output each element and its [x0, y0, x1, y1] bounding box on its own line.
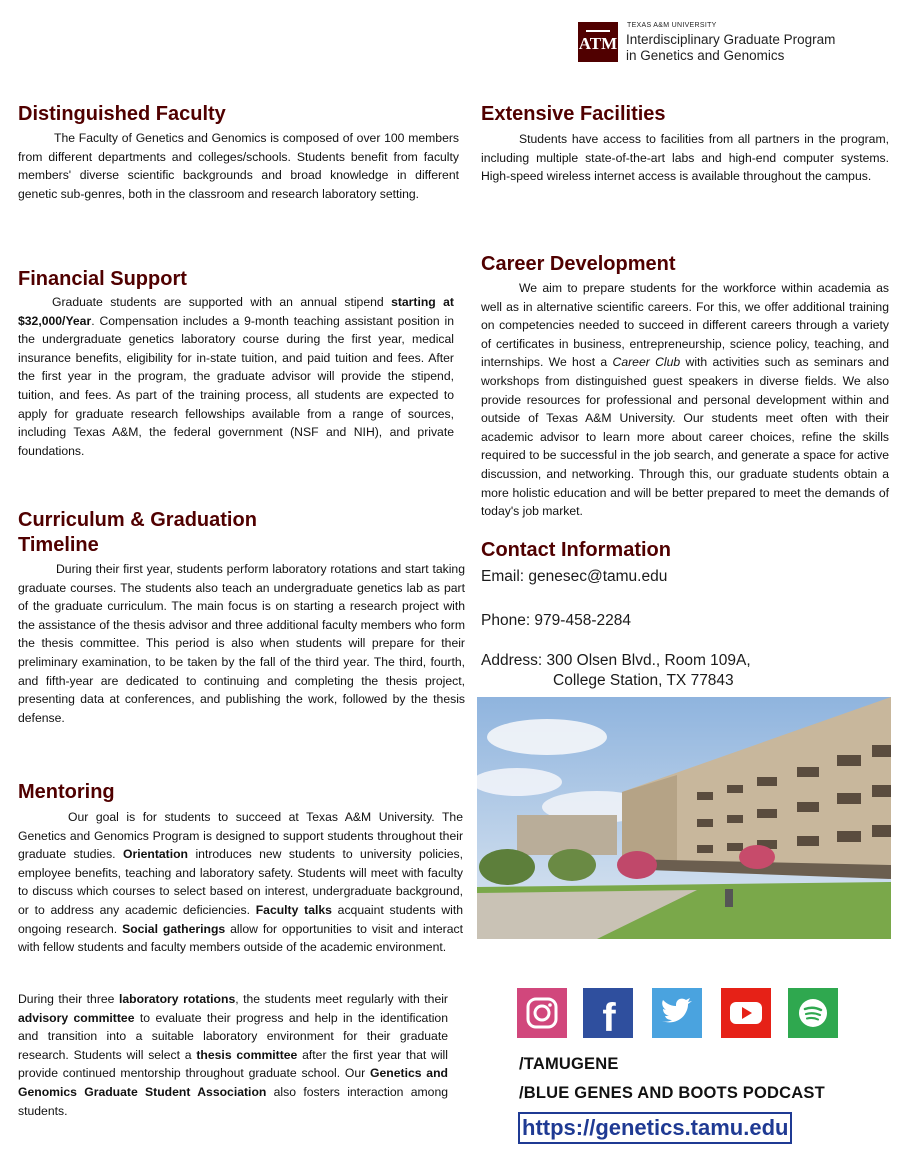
social-handle: /TAMUGENE [519, 1055, 619, 1073]
youtube-icon[interactable] [721, 988, 771, 1038]
mentoring-text-1: Our goal is for students to succeed at Texas A&M University. The Genetics and Genomics Program is designed to support students throughout their graduate studies. Orientation introduces new students to university policies, employee benefits, teaching and laboratory safety. Students will meet with faculty to discuss which courses to select based on interest, undergraduate background, or to address any academic deficiencies. Faculty talks acquaint students with ongoing research. Social gatherings allow for opportunities to visit and interact with fellow students and faculty members outside of the academic environment. [18, 810, 463, 955]
svg-text:f: f [602, 996, 616, 1038]
campus-building-photo [477, 697, 891, 939]
facilities-text: Students have access to facilities from all partners in the program, including multiple state-of-the-art labs and high-end computer systems. High-speed wireless internet access is available throughout the campus. [481, 132, 889, 184]
atm-logo-icon [578, 22, 618, 62]
facilities-title: Extensive Facilities [481, 103, 666, 125]
program-name-line2: in Genetics and Genomics [626, 48, 785, 63]
twitter-icon[interactable] [652, 988, 702, 1038]
website-link[interactable]: https://genetics.tamu.edu [518, 1112, 792, 1144]
program-name-line1: Interdisciplinary Graduate Program [626, 32, 836, 47]
facebook-icon[interactable] [583, 988, 633, 1038]
curriculum-title: Curriculum & Graduation Timeline [18, 509, 257, 556]
faculty-text: The Faculty of Genetics and Genomics is composed of over 100 members from different departments and colleges/schools. Students benefit from faculty members' diverse scientific backgrounds and broad knowledge in different genetic sub-genres, both in the classroom and research laboratory setting. [18, 131, 459, 201]
contact-address-line2: College Station, TX 77843 [553, 672, 734, 689]
financial-text: Graduate students are supported with an annual stipend starting at $32,000/Year. Compensation includes a 9-month teaching assistant position in the undergraduate genetics laboratory course during the first year, medical insurance benefits, eligibility for in-state tuition, and paid tuition and fees. After the first year in the program, the graduate advisor will provide the stipend, tuition, and fees. As part of the training process, all students are expected to apply for graduate research fellowships available from a range of sources, including Texas A&M, the federal government (NSF and NIH), and private foundations. [18, 295, 454, 458]
contact-email[interactable]: Email: genesec@tamu.edu [481, 568, 668, 585]
faculty-title: Distinguished Faculty [18, 103, 226, 125]
contact-address-line1: Address: 300 Olsen Blvd., Room 109A, [481, 652, 751, 669]
spotify-icon[interactable] [788, 988, 838, 1038]
contact-title: Contact Information [481, 539, 671, 561]
university-name: TEXAS A&M UNIVERSITY [627, 22, 717, 29]
curriculum-text: During their first year, students perform laboratory rotations and start taking graduate courses. The students also teach an undergraduate genetics lab as part of the graduate curriculum. The main focus is on starting a research project with the assistance of the thesis advisor and three additional faculty members who form the thesis committee. This period is also when students will prepare for their preliminary examination, to be taken by the fall of the third year. The third, fourth, and fifth-year are dedicated to continuing and completing the thesis project, presenting data at conferences, and publishing the work, followed by the thesis defense. [18, 562, 465, 725]
contact-phone: Phone: 979-458-2284 [481, 612, 631, 629]
mentoring-text-2: During their three laboratory rotations, the students meet regularly with their advisory committee to evaluate their progress and help in the identification and transition into a suitable laboratory environment for their graduate research. Students will select a thesis committee after the first year that will provide continued mentorship throughout graduate school. Our Genetics and Genomics Graduate Student Association also fosters interaction among students. [18, 992, 448, 1118]
instagram-icon[interactable] [517, 988, 567, 1038]
financial-title: Financial Support [18, 268, 187, 290]
mentoring-title: Mentoring [18, 781, 115, 803]
career-title: Career Development [481, 253, 676, 275]
podcast-handle: /BLUE GENES AND BOOTS PODCAST [519, 1084, 825, 1102]
program-logo [578, 22, 878, 64]
svg-text:ATM: ATM [578, 34, 618, 53]
career-text: We aim to prepare students for the workforce within academia as well as in alternative scientific careers. For this, we offer additional training on competencies needed to succeed in different careers through a variety of certificates in business, entrepreneurship, science policy, teaching, and internships. We host a Career Club with activities such as seminars and workshops from distinguished guest speakers in diverse fields. We also provide resources for professional and personal development within and outside of Texas A&M University. Our students meet often with their academic advisor to learn more about career choices, refine the skills required to be successful in the job search, and generate a space for active discussion, and networking. Through this, our graduate students obtain a more holistic education and will be better prepared to meet the demands of today's job market. [481, 281, 889, 519]
